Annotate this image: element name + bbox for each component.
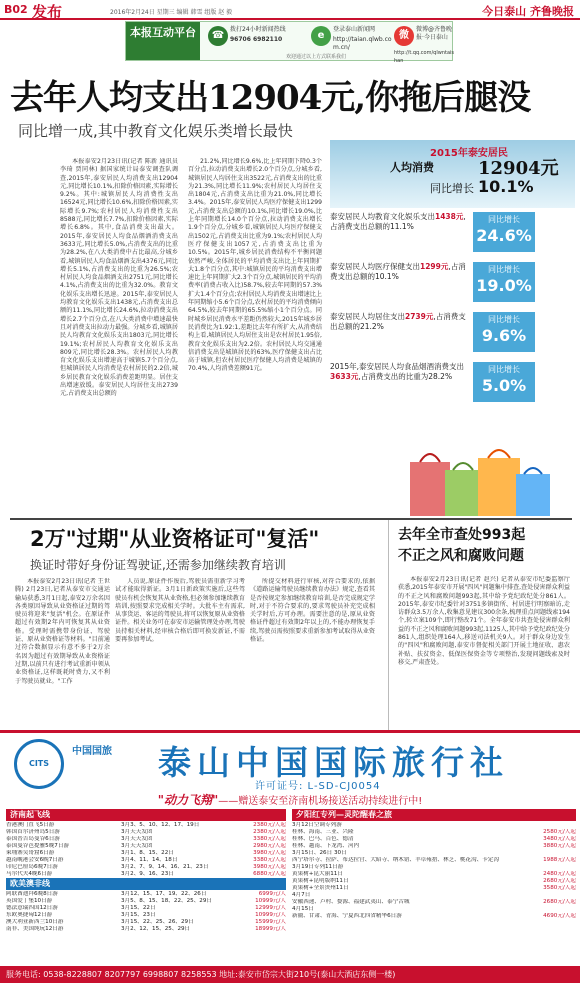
row-amount: 3633元 [330, 372, 359, 381]
route-dates: 3月15、22、25、26、29日 [121, 919, 194, 925]
article2-column-3: 所提交材料进行审核,对符合要求的,依据《道路运输驾驶员继续教育办法》规定,查看其是否按规定参加继续教育培训,是否完成规定学时,对于不符合要求的,要求驾驶员补充完成相关学时后,方可办理。需要注意的是,原从业资格证件超过有效期2年以上的,不能办理恢复手续,驾驶员需按照要求重新参加考试取得从业资格证。 [250, 578, 375, 644]
row-box-label: 同比增长 [488, 315, 520, 324]
row-amount: 1299元 [420, 262, 449, 271]
route-name: 3月12日空调专列游 [292, 822, 342, 828]
issue-date: 2016年2月24日 星期三 编辑 韩雪 组版 赵 毅 [110, 9, 233, 16]
ad-route-row [292, 899, 576, 906]
route-price: 6880元/人起 [253, 871, 286, 877]
ad-route-row [292, 829, 576, 836]
route-name: 马尔代夫4晚6日游 [6, 871, 53, 877]
ad-contact-footer: 服务电话: 0538-8228807 8207797 6998807 8258553 地址:泰安市岱宗大街210号(泰山大酒店东侧一楼) [0, 966, 580, 983]
summary-avg-value: 12904元 [478, 158, 559, 179]
route-name: 越南岘港会安6晚7日游 [6, 857, 64, 863]
ad-route-row [292, 878, 576, 885]
page-number: B02 [4, 3, 28, 16]
bag-orange-icon [478, 458, 520, 516]
route-dates: 3月天天发团 [121, 843, 153, 849]
article3-headline-line1: 去年全市查处993起 [398, 527, 526, 543]
newspaper-name: 今日泰山 齐鲁晚报 [482, 5, 574, 18]
route-price: 3980元/人起 [253, 850, 286, 856]
section-divider [10, 518, 572, 520]
route-price: 2380元/人起 [253, 822, 286, 828]
infographic-summary [330, 140, 575, 208]
ad-route-row [6, 850, 286, 857]
ad-route-row [6, 864, 286, 871]
ad-route-row [6, 871, 286, 878]
row-box-label: 同比增长 [488, 365, 520, 374]
travel-advertisement [0, 730, 580, 980]
route-dates: 3月天天发团 [121, 829, 153, 835]
route-name: 韩国首尔济州岛5日游 [6, 829, 60, 835]
row-text: 2015年,泰安居民人均食品烟酒消费支出 [330, 362, 464, 371]
ad-route-row [292, 850, 576, 857]
row-box-label: 同比增长 [488, 215, 520, 224]
ad-section-title: 欧美澳非线 [6, 878, 286, 890]
bag-red-icon [410, 462, 450, 516]
section-title: 发布 [32, 3, 63, 21]
route-name: 南非、美国纯玩12日游 [6, 926, 64, 932]
route-price: 10999元/人 [255, 898, 286, 904]
route-name: 桂林、巴马、百色、德清 [292, 836, 354, 842]
route-price: 2480元/人起 [543, 871, 576, 877]
route-name: 桂林、越南、下龙湾、河内 [292, 843, 360, 849]
ad-route-row [6, 912, 286, 919]
main-headline: 去年人均支出12904元,你拖后腿没 [10, 78, 531, 118]
row-box-label: 同比增长 [488, 265, 520, 274]
route-price: 2680元/人起 [543, 899, 576, 905]
article2-subheadline: 换证时带好身份证驾驶证,还需参加继续教育培训 [30, 558, 286, 572]
route-price: 10999元/人 [255, 912, 286, 918]
site-url[interactable]: http://taian.qlwb.com.cn/ [333, 36, 392, 51]
banner-tag: 本报互动平台 [126, 22, 200, 60]
route-price: 15999元/人 [255, 919, 286, 925]
route-price: 3380元/人起 [253, 857, 286, 863]
route-price: 3580元/人起 [543, 885, 576, 891]
row-amount: 2739元 [405, 312, 434, 321]
weibo-label: 微博@齐鲁晚报·今日泰山 [416, 26, 453, 41]
row-share: ,占消费支出的比重为28.2% [358, 372, 453, 381]
slogan-bold: "动力飞翔" [157, 793, 219, 807]
ad-route-row [292, 843, 576, 850]
summary-avg-label: 人均消费 [390, 161, 434, 174]
route-name: 泰国曼谷芭提雅5晚7日游 [6, 843, 70, 849]
column-divider [388, 520, 389, 730]
ad-route-row [292, 864, 576, 871]
route-name: 安徽西递、卢村、婺源、福建武夷山、泰宁古城 [292, 899, 410, 905]
article1-column-2: 21.2%,同比增长9.6%,比上年同期下降0.3个百分点,拉动消费支出增长2.0个百分点,分城乡看,城镇居民人均居住支出3522元,占消费支出的比重为21.3%,同比增长11.9%;农村居民人均居住支出1804元,占消费支出比重为21.0%,同比增长3.4%。2015年,泰安居民人均医疗保健支出1299元,占消费支出总额的10.1%,同比增长19.0%,比上年同期增长14.0个百分点,拉动消费支出增长1.9个百分点,分城乡看,城镇居民人均医疗保健支出1502元,占消费支出比重为9.1%;农村居民人均医疗保健支出1057元,占消费支出比重为10.5%。2015年,城乡居民消费结构不平衡问题依然严峻,全体居民的平均消费支出比上年同期扩大1.8个百分点,其中:城镇居民的平均消费支出增速比上年同期扩大2.3个百分点,城镇居民的平均消费率(消费占收入比)58.7%,较去年同期的57.3%扩大1.4个百分点;农村居民人均消费支出增速比上年同期缩小5.6个百分点,农村居民的平均消费倾向64.5%,较去年同期的65.5%缩小1个百分点。同时城乡居民消费水平差距仍然较大,2015年城乡居民消费比为1.92:1,差距比去年有所扩大,从消费结构上看,城镇居民人均居住支出是农村居民1.95倍,教育文化娱乐支出为2.2倍。农村居民人均交通通信消费支出是城镇居民的63%,医疗保健支出占比高于城镇,但农村居民医疗保健人均消费是城镇的70.4%,人均消费差额91元。 [188, 158, 322, 373]
ad-route-row [292, 913, 576, 920]
ad-route-row [6, 919, 286, 926]
route-dates: 3月天天发团 [121, 836, 153, 842]
row-share: ,占消费支出总额的21.2% [330, 312, 466, 331]
route-price: 3980元/人起 [253, 864, 286, 870]
route-dates: 3月5、8、15、18、22、25、29日 [121, 898, 213, 904]
cits-cn-name: 中国国旅 [72, 746, 112, 757]
row-box-value: 24.6% [476, 226, 532, 245]
cits-logo: CITS [14, 739, 64, 789]
ad-section-title: 济南起飞线 [6, 809, 286, 821]
weibo-icon: 微 [394, 26, 414, 46]
ad-left-listings [6, 809, 286, 963]
article3-body: 本报泰安2月23日讯(记者 赵兴) 记者从泰安市纪委监察厅获悉,2015年泰安市开展"四风"问题集中排查,查处侵害群众利益的不正之风和腐败问题993起,其中给予党纪政纪处分861人。2015年,泰安市纪委针对3751多镇街所、村居进行明察暗访,走访群众3.5万余人,收集意见建议300余条,梳理重点问题线索194个,转立案109个,即行整改71个。全年泰安市共查处侵害群众利益的不正之风和腐败问题993起,1125人,其中给予党纪政纪处分861人,组织处理164人,移送司法机关9人。对于群众身边发生的"四风"和腐败问题,泰安市督促相关部门开展土地征收、惠农补贴、扶贫资金、低保医保资金等专项整治,发现问题线索及时移交,严肃查处。 [398, 576, 570, 666]
route-price: 4690元/人起 [543, 913, 576, 919]
phone-icon: ☎ [208, 26, 228, 46]
route-name: 香港澳门直飞5日游 [6, 822, 55, 828]
bag-blue-icon [516, 474, 550, 516]
license-number: 许可证号: L-SD-CJ0054 [255, 781, 381, 792]
ad-route-row [6, 926, 286, 933]
weibo-handle[interactable]: http://t.qq.com/qlwntaishan [394, 50, 455, 64]
ad-route-row [6, 891, 286, 898]
route-name: 黄果树+昆明版纳11日 [292, 878, 349, 884]
route-price: 2980元/人起 [253, 843, 286, 849]
route-name: 德法意瑞四国12日游 [6, 905, 58, 911]
article2-column-2: 人员说,原证件作废后,驾驶员需重新学习考试才能取得新证。3月1日新政策实施后,这些驾驶员有机会恢复其从业资格,但必须参加继续教育培训,按照要求完成相关学时。大批车主有需求,从事货运、客运的驾驶员,将可以恢复原从业资格证件。相关业务可在泰安市运输管理处办理,驾驶员持相关材料,经审核合格后即可换发新证,不需要再参加考试。 [115, 578, 245, 644]
route-name: 4月15日 [292, 906, 314, 912]
route-price: 18999元/人 [255, 926, 286, 932]
web-icon: e [311, 26, 331, 46]
route-dates: 3月2、9、16、23日 [121, 871, 174, 877]
agency-name: 泰山中国国际旅行社 [158, 743, 509, 782]
route-dates: 3月12、15、17、19、22、26日 [121, 891, 207, 897]
row-text: 泰安居民人均居住支出 [330, 312, 405, 321]
route-dates: 3月15、22日 [121, 905, 156, 911]
ad-route-row [6, 822, 286, 829]
route-price: 1988元/人起 [543, 857, 576, 863]
article2-column-1: 本报泰安2月23日讯(记者 王世腾) 2月23日,记者从泰安市交通运输局获悉,3月1日起,泰安2万余名因各类原因导致从业资格证过期的驾驶员将迎来"复活"机会。在原证件超过有效期2年内可恢复其从业资格。受理时需携带身份证、驾驶证、原从业资格证等材料。"目前通过符合数据显示有意不多于2万余名因为超过有效期导致从业资格证过期,以前只有进行考试重新申领从业资格证,这样既耗时费力,又不利于驾驶员就业。"工作 [15, 578, 110, 685]
ad-route-row [292, 822, 576, 829]
row-box-value: 9.6% [481, 326, 527, 345]
interaction-banner [125, 21, 455, 64]
route-name: 印尼巴厘岛6晚7日游 [6, 864, 58, 870]
ad-route-row [6, 857, 286, 864]
route-price: 3480元/人起 [543, 836, 576, 842]
shopping-bags-illustration [390, 440, 575, 518]
call-number[interactable]: 96706 6982110 [230, 36, 283, 43]
ad-route-row [292, 892, 576, 899]
ad-route-row [6, 829, 286, 836]
ad-route-row [6, 836, 286, 843]
row-box-value: 19.0% [476, 276, 532, 295]
route-name: 黄果树+昆大丽11日 [292, 871, 343, 877]
ad-route-row [6, 843, 286, 850]
page-header [0, 0, 580, 20]
article2-headline: 2万"过期"从业资格证可"复活" [30, 527, 320, 551]
summary-growth-value: 10.1% [478, 177, 534, 196]
row-box-value: 5.0% [481, 376, 527, 395]
ad-slogan [0, 791, 580, 807]
ad-right-listings [292, 809, 576, 963]
site-label: 登录泰山新闻网 [333, 26, 376, 33]
route-dates: 3月2、12、15、25、29日 [121, 926, 191, 932]
consumption-infographic [330, 140, 575, 518]
slogan-text: ——赠送泰安至济南机场接送活动持续进行中! [218, 796, 423, 807]
main-subheadline: 同比增一成,其中教育文化娱乐类增长最快 [18, 122, 293, 140]
ad-route-row [292, 836, 576, 843]
route-price: 3380元/人起 [253, 836, 286, 842]
row-amount: 1438元 [435, 212, 464, 221]
route-name: 英国爱丁堡10日游 [6, 898, 53, 904]
call-label: 拨打24小时新闻热线 [230, 26, 286, 33]
route-name: 3月19日专列11日游 [292, 864, 344, 870]
route-dates: 3月2、7、9、14、16、21、23日 [121, 864, 209, 870]
summary-growth-label: 同比增长 [430, 182, 474, 195]
route-name: 4月7日 [292, 892, 311, 898]
route-price: 6999元/人 [258, 891, 286, 897]
row-text: 泰安居民人均医疗保健支出 [330, 262, 420, 271]
route-name: 西宁塔尔寺、拉萨、布达拉宫、大昭寺、纳木错、羊卓雍措、林芝、桃花沟、卡定沟 [292, 857, 499, 863]
route-name: 桂林、海南、三亚、兴隆 [292, 829, 354, 835]
route-price: 12999元/人 [255, 905, 286, 911]
ad-route-row [6, 898, 286, 905]
ad-route-row [292, 871, 576, 878]
ad-route-row [292, 906, 576, 913]
route-price: 2680元/人起 [543, 878, 576, 884]
ad-section-title: 夕阳红专列—灵陀醒春之旅 [292, 809, 576, 821]
route-name: 3月15日、26日 30日 [292, 850, 347, 856]
banner-footer: 欢迎通过以上方式联系我们 [286, 54, 347, 60]
route-price: 2380元/人起 [253, 829, 286, 835]
ad-route-row [292, 885, 576, 892]
route-dates: 3月1、8、15、22日 [121, 850, 174, 856]
row-share: ,占消费支出总额的11.1% [330, 212, 466, 231]
route-dates: 3月4、11、14、18日 [121, 857, 178, 863]
article3-headline-line2: 不正之风和腐败问题 [398, 548, 524, 564]
route-name: 东欧奥捷匈12日游 [6, 912, 53, 918]
route-price: 2580元/人起 [543, 829, 576, 835]
ad-route-row [6, 905, 286, 912]
row-share: ,占消费支出总额的10.1% [330, 262, 466, 281]
route-price: 3880元/人起 [543, 843, 576, 849]
bag-green-icon [445, 470, 481, 516]
row-text: 泰安居民人均教育文化娱乐支出 [330, 212, 435, 221]
article1-column-1: 本报泰安2月23日讯(记者 陈新 通讯员 李琦 贾同林) 据国家统计局泰安调查队调查,2015年,泰安居民人均消费支出12904元,同比增长10.1%,扣除价格因素,实际增长9.2%。其中:城镇居民人均消费性支出16524元,同比增长10.6%,扣除价格因素,实际增长9.7%;农村居民人均消费性支出8588元,同比增长7.7%,扣除价格因素,实际增长6.8%。其中,食品消费支出最大。2015年,泰安居民人均食品烟酒消费支出3633元,同比增长5.0%,占消费支出的比重为28.2%,在八大类消费中占比最高,分城乡看,城镇居民人均食品烟酒支出4376元,同比增长5.1%,占消费支出的比重为26.5%;农村居民人均食品烟酒支出2751元,同比增长4.1%,占消费支出的比重为32.0%。教育文化娱乐支出增长迅速。2015年,泰安居民人均教育文化娱乐支出1438元,占消费支出总额的11.1%,同比增长24.6%,拉动消费支出增长2.7个百分点,在八大类消费中增速最快且对消费支出拉动力最强。分城乡看,城镇居民人均教育文化娱乐支出1803元,同比增长19.1%;农村居民人均教育文化娱乐支出809元,同比增长28.3%。农村居民人均教育文化娱乐支出增速高于城镇5.7个百分点,但城镇居民人均消费是农村居民的2.2倍,城乡居民教育文化娱乐消费差距明显。居住支出增速放缓。泰安居民人均居住支出2739元,占消费支出总额的 [60, 158, 178, 398]
ad-route-row [292, 857, 576, 864]
route-dates: 3月15、23日 [121, 912, 156, 918]
route-name: 黄果树+全景贵州11日 [292, 885, 349, 891]
route-name: 澳大利亚新西兰10日游 [6, 919, 64, 925]
route-name: 阿联酋迪拜6晚8日游 [6, 891, 58, 897]
route-name: 柬埔寨吴哥窟6日游 [6, 850, 55, 856]
summary-year-label: 2015年泰安居民 [430, 148, 508, 159]
route-name: 新疆、甘肃、青海、宁夏西北四省精华6日游 [292, 913, 402, 919]
route-dates: 3月3、5、10、12、17、19日 [121, 822, 200, 828]
route-name: 泰国普吉岛曼谷6日游 [6, 836, 60, 842]
